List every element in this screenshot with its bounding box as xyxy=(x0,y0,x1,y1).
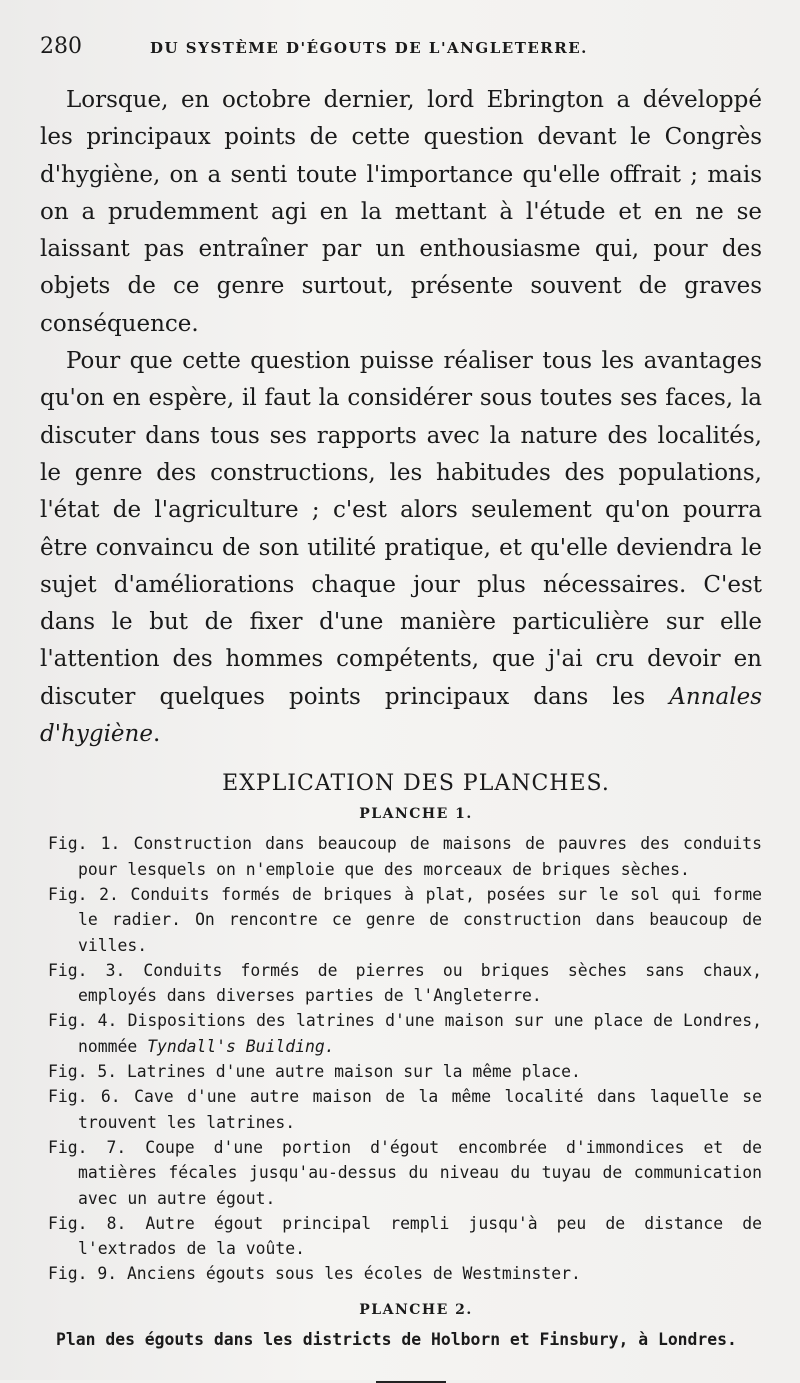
end-rule xyxy=(376,1381,446,1383)
plate-1-title: PLANCHE 1. xyxy=(359,806,473,823)
figure-caption-9: Fig. 9. Anciens égouts sous les écoles de Westminster. xyxy=(48,1264,581,1284)
journal-title-italic: Annales d'hygiène xyxy=(40,683,762,748)
plate-1-figure-list xyxy=(40,831,762,1286)
page-number: 280 xyxy=(40,34,82,59)
paragraph-1: Lorsque, en octobre dernier, lord Ebrington a développé les principaux points de cette question devant le Congrès d'hygiène, on a senti toute l'importance qu'elle offrait ; mais on a prudemment agi en la mettant à l'étude et en ne se laissant pas entraîner par un enthousiasme qui, pour des objets de ce genre surtout, présente souvent de graves conséquence. xyxy=(40,87,762,337)
figure-caption-2: Fig. 2. Conduits formés de briques à plat, posées sur le sol qui forme le radier. On rencontre ce genre de construction dans beaucoup de villes. xyxy=(48,884,762,955)
paragraph-2-text: Pour que cette question puisse réaliser tous les avantages qu'on en espère, il faut la considérer sous toutes ses faces, la discuter dans tous ses rapports avec la nature des localités, le genre des constructions, les habitudes des populations, l'état de l'agriculture ; c'est alors seulement qu'on pourra être convaincu de son utilité pratique, et qu'elle deviendra le sujet d'améliorations chaque jour plus nécessaires. C'est dans le but de fixer d'une manière particulière sur elle l'attention des hommes compétents, que j'ai cru devoir en discuter quelques points principaux dans les xyxy=(40,348,762,710)
figure-caption-7: Fig. 7. Coupe d'une portion d'égout encombrée d'immondices et de matières fécales jusqu'au-dessus du niveau du tuyau de communication avec un autre égout. xyxy=(48,1137,762,1208)
figure-caption-4 xyxy=(48,1008,762,1059)
paragraph-2 xyxy=(40,343,762,753)
paragraph-2-end: . xyxy=(152,721,161,748)
figure-caption-3: Fig. 3. Conduits formés de pierres ou briques sèches sans chaux, employés dans diverses parties de l'Angleterre. xyxy=(48,960,762,1006)
plate-2-caption: Plan des égouts dans les districts de Holborn et Finsbury, à Londres. xyxy=(56,1329,737,1349)
running-title: DU SYSTÈME D'ÉGOUTS DE L'ANGLETERRE. xyxy=(150,39,588,57)
page-header xyxy=(40,34,762,78)
figure-caption-1: Fig. 1. Construction dans beaucoup de maisons de pauvres des conduits pour lesquels on n'emploie que des morceaux de briques sèches. xyxy=(48,834,762,879)
section-title: EXPLICATION DES PLANCHES. xyxy=(222,771,610,797)
plate-2-title: PLANCHE 2. xyxy=(359,1301,473,1318)
figure-caption-4-italic: Tyndall's Building. xyxy=(147,1036,335,1056)
figure-caption-4-text: Fig. 4. Dispositions des latrines d'une maison sur une place de Londres, nommée xyxy=(48,1011,762,1056)
figure-caption-6: Fig. 6. Cave d'une autre maison de la même localité dans laquelle se trouvent les latrines. xyxy=(48,1087,762,1132)
figure-caption-5: Fig. 5. Latrines d'une autre maison sur la même place. xyxy=(48,1062,581,1082)
figure-caption-8: Fig. 8. Autre égout principal rempli jusqu'à peu de distance de l'extrados de la voûte. xyxy=(48,1213,762,1259)
